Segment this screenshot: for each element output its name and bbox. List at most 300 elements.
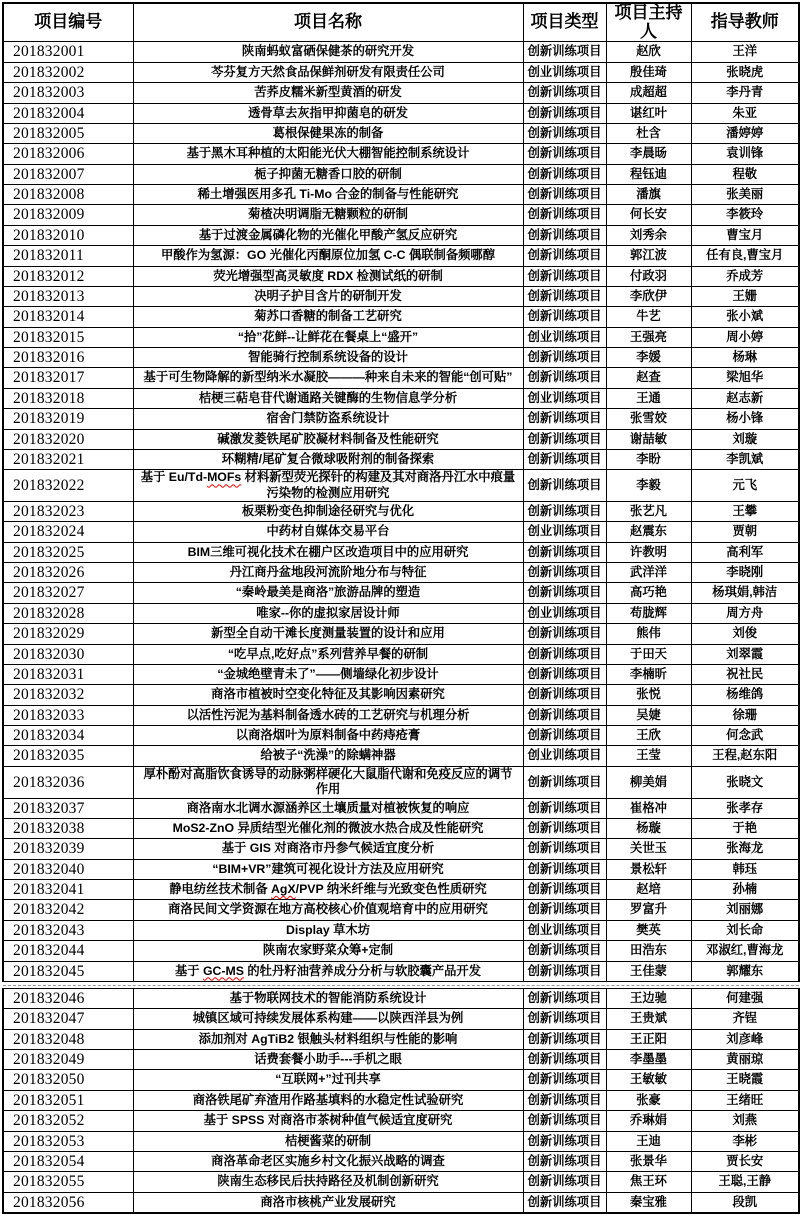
- project-name-cell: 芩芬复方天然食品保鲜剂研发有限责任公司: [133, 62, 523, 82]
- project-leader-cell: 付政羽: [606, 266, 691, 286]
- project-id-cell: 201832056: [3, 1192, 133, 1213]
- project-type-cell: 创业训练项目: [523, 522, 606, 542]
- project-name-cell: 基于黑木耳种植的太阳能光伏大棚智能控制系统设计: [133, 144, 523, 164]
- header-project-name: 项目名称: [133, 3, 523, 42]
- project-id-cell: 201832024: [3, 522, 133, 542]
- table-row: [3, 624, 799, 644]
- project-leader-cell: 张豪: [606, 1090, 691, 1110]
- project-id-cell: 201832003: [3, 83, 133, 103]
- table-row: [3, 449, 799, 469]
- project-id-cell: 201832045: [3, 961, 133, 981]
- project-id-cell: 201832031: [3, 664, 133, 684]
- project-name-cell: 厚朴酚对高脂饮食诱导的动脉粥样硬化大鼠脂代谢和免疫反应的调节作用: [133, 766, 523, 798]
- advisor-cell: 张晓文: [691, 766, 799, 798]
- table-row: [3, 225, 799, 245]
- project-type-cell: 创新训练项目: [523, 961, 606, 981]
- advisor-cell: 赵志新: [691, 388, 799, 408]
- project-type-cell: 创新训练项目: [523, 123, 606, 143]
- project-id-cell: 201832002: [3, 62, 133, 82]
- project-id-cell: 201832021: [3, 449, 133, 469]
- project-leader-cell: 赵查: [606, 368, 691, 388]
- project-id-cell: 201832014: [3, 307, 133, 327]
- table-row: [3, 880, 799, 900]
- project-leader-cell: 樊英: [606, 920, 691, 940]
- project-type-cell: 创新训练项目: [523, 1151, 606, 1171]
- advisor-cell: 刘燕: [691, 1111, 799, 1131]
- project-name-cell: “BIM+VR”建筑可视化设计方法及应用研究: [133, 859, 523, 879]
- project-type-cell: 创新训练项目: [523, 563, 606, 583]
- project-name-cell: BIM三维可视化技术在棚户区改造项目中的应用研究: [133, 542, 523, 562]
- table-row: [3, 664, 799, 684]
- project-leader-cell: 潘旗: [606, 185, 691, 205]
- project-name-cell: 城镇区域可持续发展体系构建——以陕西洋县为例: [133, 1009, 523, 1029]
- advisor-cell: 王晓霞: [691, 1070, 799, 1090]
- advisor-cell: 贾朝: [691, 522, 799, 542]
- project-leader-cell: 谢喆敏: [606, 429, 691, 449]
- project-name-cell: 新型全自动干滩长度测量装置的设计和应用: [133, 624, 523, 644]
- document-sheet: [2, 2, 798, 1214]
- project-id-cell: 201832039: [3, 839, 133, 859]
- project-id-cell: 201832006: [3, 144, 133, 164]
- project-id-cell: 201832020: [3, 429, 133, 449]
- project-leader-cell: 乔琳娟: [606, 1111, 691, 1131]
- advisor-cell: 齐锃: [691, 1009, 799, 1029]
- project-leader-cell: 许教明: [606, 542, 691, 562]
- project-leader-cell: 焦王环: [606, 1172, 691, 1192]
- project-id-cell: 201832019: [3, 409, 133, 429]
- project-id-cell: 201832036: [3, 766, 133, 798]
- advisor-cell: 王攀: [691, 501, 799, 521]
- advisor-cell: 梁旭华: [691, 368, 799, 388]
- advisor-cell: 潘婷婷: [691, 123, 799, 143]
- project-id-cell: 201832005: [3, 123, 133, 143]
- advisor-cell: 李彬: [691, 1131, 799, 1151]
- project-name-cell: “秦岭最美是商洛”旅游品牌的塑造: [133, 583, 523, 603]
- project-type-cell: 创新训练项目: [523, 988, 606, 1008]
- project-type-cell: 创新训练项目: [523, 1172, 606, 1192]
- project-name-cell: “拾”花鲜--让鲜花在餐桌上“盛开”: [133, 327, 523, 347]
- project-id-cell: 201832001: [3, 42, 133, 62]
- table-row: [3, 388, 799, 408]
- advisor-cell: 孙楠: [691, 880, 799, 900]
- project-leader-cell: 殷佳琦: [606, 62, 691, 82]
- project-type-cell: 创新训练项目: [523, 1131, 606, 1151]
- project-name-cell: MoS2-ZnO 异质结型光催化剂的微波水热合成及性能研究: [133, 818, 523, 838]
- project-leader-cell: 柳美娟: [606, 766, 691, 798]
- project-name-cell: Display 草木坊: [133, 920, 523, 940]
- project-name-cell: 话费套餐小助手---手机之眼: [133, 1050, 523, 1070]
- project-leader-cell: 王通: [606, 388, 691, 408]
- table-row: [3, 726, 799, 746]
- advisor-cell: 刘彦峰: [691, 1029, 799, 1049]
- project-leader-cell: 张雪姣: [606, 409, 691, 429]
- project-id-cell: 201832012: [3, 266, 133, 286]
- project-leader-cell: 成超超: [606, 83, 691, 103]
- project-type-cell: 创新训练项目: [523, 726, 606, 746]
- project-id-cell: 201832047: [3, 1009, 133, 1029]
- table-row: [3, 839, 799, 859]
- table-row: [3, 42, 799, 62]
- project-id-cell: 201832026: [3, 563, 133, 583]
- header-project-type: 项目类型: [523, 3, 606, 42]
- advisor-cell: 程敬: [691, 164, 799, 184]
- project-name-cell: 商洛铁尾矿弃渣用作路基填料的水稳定性试验研究: [133, 1090, 523, 1110]
- project-type-cell: 创业训练项目: [523, 62, 606, 82]
- project-name-cell: 葛根保健果冻的制备: [133, 123, 523, 143]
- advisor-cell: 高利军: [691, 542, 799, 562]
- project-id-cell: 201832051: [3, 1090, 133, 1110]
- project-leader-cell: 杨璇: [606, 818, 691, 838]
- advisor-cell: 段凯: [691, 1192, 799, 1213]
- advisor-cell: 刘俊: [691, 624, 799, 644]
- project-type-cell: 创新训练项目: [523, 205, 606, 225]
- header-project-id: 项目编号: [3, 3, 133, 42]
- project-id-cell: 201832053: [3, 1131, 133, 1151]
- project-type-cell: 创新训练项目: [523, 644, 606, 664]
- project-name-cell: 菊楂决明调脂无糖颗粒的研制: [133, 205, 523, 225]
- table-row: [3, 62, 799, 82]
- project-type-cell: 创新训练项目: [523, 470, 606, 502]
- project-id-cell: 201832017: [3, 368, 133, 388]
- project-id-cell: 201832048: [3, 1029, 133, 1049]
- advisor-cell: 王程,赵东阳: [691, 746, 799, 766]
- advisor-cell: 李凯斌: [691, 449, 799, 469]
- advisor-cell: 元飞: [691, 470, 799, 502]
- project-type-cell: 创新训练项目: [523, 900, 606, 920]
- project-type-cell: 创新训练项目: [523, 103, 606, 123]
- project-id-cell: 201832011: [3, 246, 133, 266]
- advisor-cell: 朱亚: [691, 103, 799, 123]
- advisor-cell: 张海龙: [691, 839, 799, 859]
- project-id-cell: 201832046: [3, 988, 133, 1008]
- project-type-cell: 创业训练项目: [523, 603, 606, 623]
- table-row: [3, 185, 799, 205]
- table-row: [3, 859, 799, 879]
- advisor-cell: 任有良,曹宝月: [691, 246, 799, 266]
- project-name-cell: 商洛市植被时空变化特征及其影响因素研究: [133, 685, 523, 705]
- project-type-cell: 创业训练项目: [523, 388, 606, 408]
- project-id-cell: 201832040: [3, 859, 133, 879]
- advisor-cell: 袁训锋: [691, 144, 799, 164]
- project-type-cell: 创新训练项目: [523, 1192, 606, 1213]
- project-leader-cell: 秦宝雅: [606, 1192, 691, 1213]
- table-row: [3, 1192, 799, 1213]
- advisor-cell: 徐珊: [691, 705, 799, 725]
- spellcheck-underline: GC-MS: [202, 963, 244, 978]
- project-id-cell: 201832043: [3, 920, 133, 940]
- project-name-cell: 宿舍门禁防盗系统设计: [133, 409, 523, 429]
- project-id-cell: 201832015: [3, 327, 133, 347]
- advisor-cell: 周小婷: [691, 327, 799, 347]
- project-leader-cell: 高巧艳: [606, 583, 691, 603]
- project-name-cell: 添加剂对 AgTiB2 银触头材料组织与性能的影响: [133, 1029, 523, 1049]
- project-id-cell: 201832027: [3, 583, 133, 603]
- advisor-cell: 杨琳: [691, 348, 799, 368]
- table-row: [3, 1111, 799, 1131]
- project-type-cell: 创新训练项目: [523, 839, 606, 859]
- project-name-cell: 陕南生态移民后扶持路径及机制创新研究: [133, 1172, 523, 1192]
- project-name-cell: 苦荞皮糯米新型黄酒的研发: [133, 83, 523, 103]
- advisor-cell: 杨维鸽: [691, 685, 799, 705]
- project-type-cell: 创新训练项目: [523, 1029, 606, 1049]
- table-row: [3, 818, 799, 838]
- advisor-cell: 何建强: [691, 988, 799, 1008]
- table-body: [3, 42, 799, 1213]
- project-leader-cell: 王强亮: [606, 327, 691, 347]
- table-row: [3, 429, 799, 449]
- table-row: [3, 266, 799, 286]
- project-id-cell: 201832028: [3, 603, 133, 623]
- page-break-row: [3, 981, 799, 988]
- project-leader-cell: 杜含: [606, 123, 691, 143]
- advisor-cell: 王姗: [691, 286, 799, 306]
- project-id-cell: 201832013: [3, 286, 133, 306]
- header-project-leader: 项目主持人: [606, 3, 691, 42]
- project-leader-cell: 于田天: [606, 644, 691, 664]
- project-id-cell: 201832038: [3, 818, 133, 838]
- project-name-cell: 给被子“洗澡”的除螨神器: [133, 746, 523, 766]
- project-id-cell: 201832050: [3, 1070, 133, 1090]
- project-id-cell: 201832054: [3, 1151, 133, 1171]
- project-leader-cell: 张悦: [606, 685, 691, 705]
- project-name-cell: 基于 Eu/Td-MOFs 材料新型荧光探针的构建及其对商洛丹江水中痕量污染物的检测应用研究: [133, 470, 523, 502]
- advisor-cell: 何念武: [691, 726, 799, 746]
- table-row: [3, 286, 799, 306]
- project-id-cell: 201832052: [3, 1111, 133, 1131]
- project-leader-cell: 田浩东: [606, 941, 691, 961]
- advisor-cell: 贾长安: [691, 1151, 799, 1171]
- table-row: [3, 920, 799, 940]
- table-row: [3, 348, 799, 368]
- project-name-cell: 智能骑行控制系统设备的设计: [133, 348, 523, 368]
- advisor-cell: 李晓刚: [691, 563, 799, 583]
- advisor-cell: 刘丽娜: [691, 900, 799, 920]
- advisor-cell: 王绪旺: [691, 1090, 799, 1110]
- project-leader-cell: 李墨墨: [606, 1050, 691, 1070]
- project-name-cell: 唯家--你的虚拟家居设计师: [133, 603, 523, 623]
- project-type-cell: 创业训练项目: [523, 746, 606, 766]
- project-type-cell: 创新训练项目: [523, 429, 606, 449]
- advisor-cell: 李筱玲: [691, 205, 799, 225]
- project-leader-cell: 关世玉: [606, 839, 691, 859]
- project-type-cell: 创新训练项目: [523, 83, 606, 103]
- project-name-cell: 透骨草去灰指甲抑菌皂的研发: [133, 103, 523, 123]
- project-type-cell: 创新训练项目: [523, 246, 606, 266]
- project-type-cell: 创新训练项目: [523, 818, 606, 838]
- spellcheck-underline: AgX: [271, 882, 296, 897]
- project-leader-cell: 王迪: [606, 1131, 691, 1151]
- project-type-cell: 创新训练项目: [523, 1070, 606, 1090]
- project-id-cell: 201832018: [3, 388, 133, 408]
- project-id-cell: 201832008: [3, 185, 133, 205]
- project-name-cell: 环糊精/尾矿复合微球吸附剂的制备探索: [133, 449, 523, 469]
- project-type-cell: 创新训练项目: [523, 409, 606, 429]
- project-type-cell: 创新训练项目: [523, 307, 606, 327]
- project-leader-cell: 赵欣: [606, 42, 691, 62]
- project-type-cell: 创新训练项目: [523, 685, 606, 705]
- project-name-cell: 决明子护目含片的研制开发: [133, 286, 523, 306]
- project-type-cell: 创业训练项目: [523, 920, 606, 940]
- project-name-cell: 基于 GIS 对商洛市丹参气候适宜度分析: [133, 839, 523, 859]
- project-name-cell: 静电纺丝技术制备 AgX/PVP 纳米纤维与光致变色性质研究: [133, 880, 523, 900]
- project-type-cell: 创业训练项目: [523, 327, 606, 347]
- table-row: [3, 798, 799, 818]
- project-name-cell: 稀土增强医用多孔 Ti-Mo 合金的制备与性能研究: [133, 185, 523, 205]
- project-leader-cell: 王敏敏: [606, 1070, 691, 1090]
- project-leader-cell: 王佳蒙: [606, 961, 691, 981]
- table-row: [3, 961, 799, 981]
- project-id-cell: 201832023: [3, 501, 133, 521]
- project-leader-cell: 王边驰: [606, 988, 691, 1008]
- project-type-cell: 创新训练项目: [523, 705, 606, 725]
- advisor-cell: 张美丽: [691, 185, 799, 205]
- project-id-cell: 201832009: [3, 205, 133, 225]
- advisor-cell: 张孝存: [691, 798, 799, 818]
- project-type-cell: 创新训练项目: [523, 501, 606, 521]
- project-name-cell: 商洛市核桃产业发展研究: [133, 1192, 523, 1213]
- project-name-cell: 荧光增强型高灵敏度 RDX 检测试纸的研制: [133, 266, 523, 286]
- table-row: [3, 1131, 799, 1151]
- project-name-cell: 基于可生物降解的新型纳米水凝胶———种来自未来的智能“创可贴”: [133, 368, 523, 388]
- advisor-cell: 王聪,王静: [691, 1172, 799, 1192]
- project-type-cell: 创新训练项目: [523, 542, 606, 562]
- project-name-cell: 基于物联网技术的智能消防系统设计: [133, 988, 523, 1008]
- project-leader-cell: 谌红叶: [606, 103, 691, 123]
- project-leader-cell: 何长安: [606, 205, 691, 225]
- project-id-cell: 201832055: [3, 1172, 133, 1192]
- page-break-line: [3, 985, 799, 986]
- table-row: [3, 603, 799, 623]
- project-leader-cell: 张艺凡: [606, 501, 691, 521]
- project-leader-cell: 李欣伊: [606, 286, 691, 306]
- project-id-cell: 201832042: [3, 900, 133, 920]
- advisor-cell: 刘璇: [691, 429, 799, 449]
- project-name-cell: 栀子抑菌无糖香口胶的研制: [133, 164, 523, 184]
- advisor-cell: 张晓虎: [691, 62, 799, 82]
- project-type-cell: 创新训练项目: [523, 348, 606, 368]
- advisor-cell: 张小斌: [691, 307, 799, 327]
- project-id-cell: 201832044: [3, 941, 133, 961]
- project-id-cell: 201832016: [3, 348, 133, 368]
- project-leader-cell: 王贵斌: [606, 1009, 691, 1029]
- advisor-cell: 李丹青: [691, 83, 799, 103]
- table-row: [3, 470, 799, 502]
- project-name-cell: 以活性污泥为基料制备透水砖的工艺研究与机理分析: [133, 705, 523, 725]
- table-row: [3, 563, 799, 583]
- project-name-cell: 商洛革命老区实施乡村文化振兴战略的调查: [133, 1151, 523, 1171]
- project-leader-cell: 王正阳: [606, 1029, 691, 1049]
- project-leader-cell: 刘秀余: [606, 225, 691, 245]
- project-leader-cell: 李媛: [606, 348, 691, 368]
- table-row: [3, 205, 799, 225]
- project-name-cell: 商洛南水北调水源涵养区土壤质量对植被恢复的响应: [133, 798, 523, 818]
- project-type-cell: 创新训练项目: [523, 225, 606, 245]
- project-name-cell: 中药材自媒体交易平台: [133, 522, 523, 542]
- project-id-cell: 201832037: [3, 798, 133, 818]
- table-row: [3, 501, 799, 521]
- table-row: [3, 83, 799, 103]
- advisor-cell: 乔成芳: [691, 266, 799, 286]
- project-type-cell: 创新训练项目: [523, 42, 606, 62]
- project-name-cell: 以商洛烟叶为原料制备中药痔疮膏: [133, 726, 523, 746]
- project-leader-cell: 苟胧辉: [606, 603, 691, 623]
- project-leader-cell: 王莹: [606, 746, 691, 766]
- table-row: [3, 988, 799, 1008]
- advisor-cell: 刘翠霞: [691, 644, 799, 664]
- table-row: [3, 409, 799, 429]
- project-leader-cell: 罗富升: [606, 900, 691, 920]
- table-row: [3, 900, 799, 920]
- advisor-cell: 于艳: [691, 818, 799, 838]
- project-id-cell: 201832049: [3, 1050, 133, 1070]
- project-name-cell: 菊苏口香糖的制备工艺研究: [133, 307, 523, 327]
- table-row: [3, 685, 799, 705]
- project-leader-cell: 王欣: [606, 726, 691, 746]
- table-row: [3, 1172, 799, 1192]
- projects-table: [2, 2, 800, 1214]
- project-leader-cell: 李毅: [606, 470, 691, 502]
- project-type-cell: 创新训练项目: [523, 664, 606, 684]
- project-name-cell: “互联网+”过刊共享: [133, 1070, 523, 1090]
- advisor-cell: 周方舟: [691, 603, 799, 623]
- project-id-cell: 201832010: [3, 225, 133, 245]
- project-type-cell: 创新训练项目: [523, 1009, 606, 1029]
- project-type-cell: 创新训练项目: [523, 1111, 606, 1131]
- table-row: [3, 103, 799, 123]
- advisor-cell: 邓淑红,曹海龙: [691, 941, 799, 961]
- project-leader-cell: 武洋洋: [606, 563, 691, 583]
- project-id-cell: 201832035: [3, 746, 133, 766]
- project-type-cell: 创新训练项目: [523, 368, 606, 388]
- project-type-cell: 创新训练项目: [523, 766, 606, 798]
- table-row: [3, 522, 799, 542]
- project-name-cell: 基于 GC-MS 的牡丹籽油营养成分分析与软胶囊产品开发: [133, 961, 523, 981]
- project-leader-cell: 郭江波: [606, 246, 691, 266]
- table-row: [3, 246, 799, 266]
- project-id-cell: 201832030: [3, 644, 133, 664]
- project-id-cell: 201832041: [3, 880, 133, 900]
- spellcheck-underline: MOFs: [207, 470, 242, 485]
- project-leader-cell: 牛艺: [606, 307, 691, 327]
- project-leader-cell: 程钰迪: [606, 164, 691, 184]
- project-id-cell: 201832025: [3, 542, 133, 562]
- project-type-cell: 创新训练项目: [523, 941, 606, 961]
- project-type-cell: 创新训练项目: [523, 1090, 606, 1110]
- table-row: [3, 583, 799, 603]
- project-name-cell: 甲酸作为氢源：GO 光催化丙酮原位加氢 C-C 偶联制备频哪醇: [133, 246, 523, 266]
- project-name-cell: 桔梗酱菜的研制: [133, 1131, 523, 1151]
- table-row: [3, 123, 799, 143]
- project-id-cell: 201832029: [3, 624, 133, 644]
- advisor-cell: 黄丽琼: [691, 1050, 799, 1070]
- project-type-cell: 创新训练项目: [523, 583, 606, 603]
- table-row: [3, 1070, 799, 1090]
- project-leader-cell: 景松轩: [606, 859, 691, 879]
- project-leader-cell: 李盼: [606, 449, 691, 469]
- table-row: [3, 766, 799, 798]
- table-row: [3, 542, 799, 562]
- project-type-cell: 创新训练项目: [523, 1050, 606, 1070]
- project-type-cell: 创新训练项目: [523, 624, 606, 644]
- project-name-cell: 碱激发菱铁尾矿胶凝材料制备及性能研究: [133, 429, 523, 449]
- table-row: [3, 705, 799, 725]
- table-row: [3, 164, 799, 184]
- project-type-cell: 创新训练项目: [523, 144, 606, 164]
- advisor-cell: 杨琪娟,韩洁: [691, 583, 799, 603]
- project-id-cell: 201832033: [3, 705, 133, 725]
- project-name-cell: 陕南农家野菜众筹+定制: [133, 941, 523, 961]
- advisor-cell: 祝社民: [691, 664, 799, 684]
